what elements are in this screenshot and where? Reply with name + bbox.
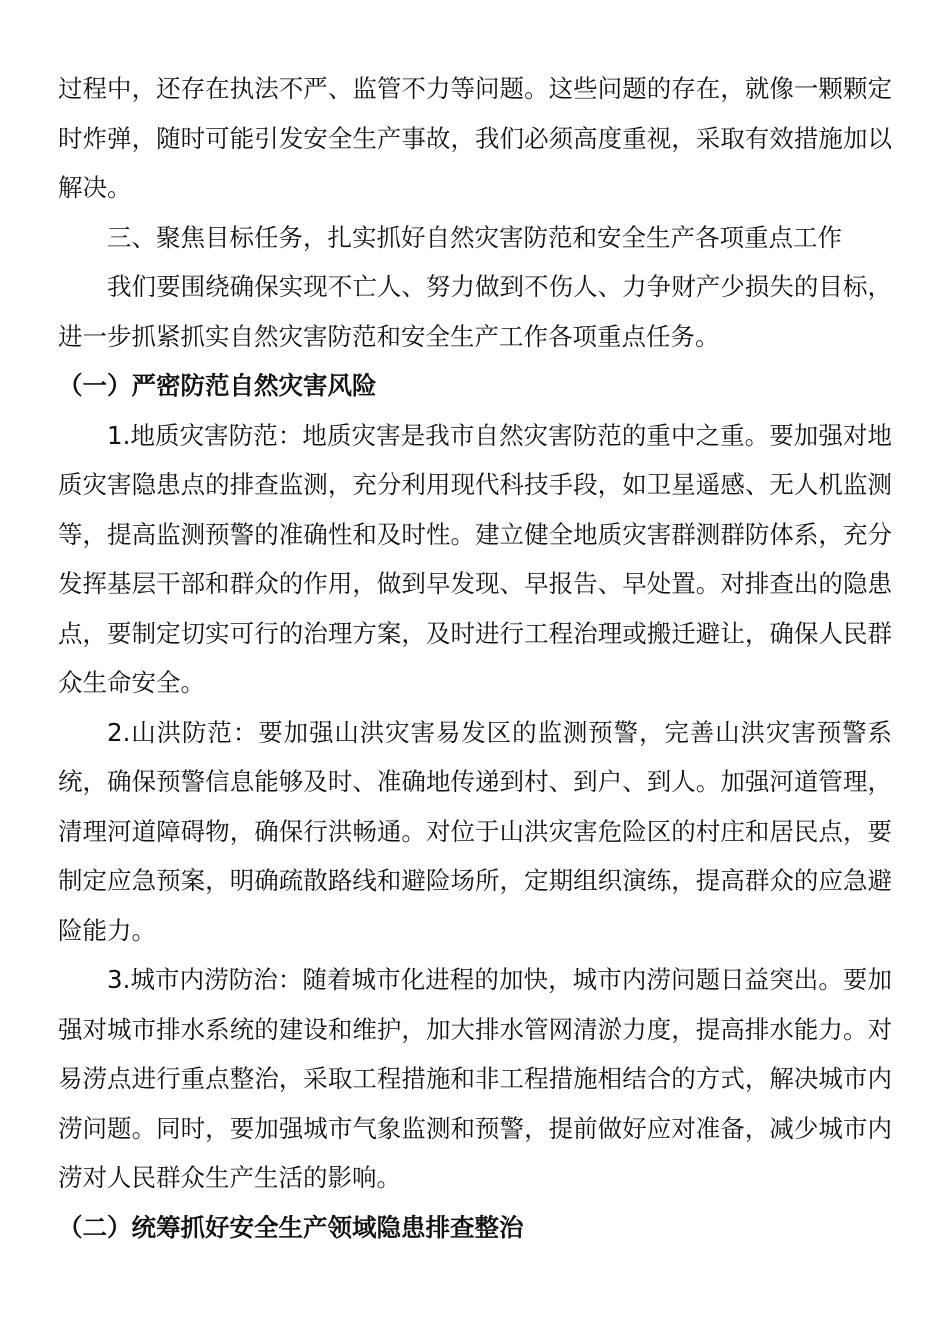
paragraph-continuation: 过程中，还存在执法不严、监管不力等问题。这些问题的存在，就像一颗颗定时炸弹，随时可能引发安全生产事故，我们必须高度重视，采取有效措施加以解决。 bbox=[58, 74, 892, 202]
paragraph-urban-waterlogging: 3.城市内涝防治：随着城市化进程的加快，城市内涝问题日益突出。要加强对城市排水系统的建设和维护，加大排水管网清淤力度，提高排水能力。对易涝点进行重点整治，采取工程措施和非工程措施相结合的方式，解决城市内涝问题。同时，要加强城市气象监测和预警，提前做好应对准备，减少城市内涝对人民群众生产生活的影响。 bbox=[58, 965, 892, 1192]
subheading-natural-disaster: （一）严密防范自然灾害风险 bbox=[58, 371, 377, 400]
subheading-production-safety: （二）统筹抓好安全生产领域隐患排查整治 bbox=[58, 1212, 524, 1242]
document-page bbox=[58, 64, 892, 1252]
paragraph-goal: 我们要围绕确保实现不亡人、努力做到不伤人、力争财产少损失的目标，进一步抓紧抓实自然灾害防范和安全生产工作各项重点任务。 bbox=[58, 272, 892, 351]
section-title: 三、聚焦目标任务，扎实抓好自然灾害防范和安全生产各项重点工作 bbox=[107, 222, 842, 252]
paragraph-flash-flood: 2.山洪防范：要加强山洪灾害易发区的监测预警，完善山洪灾害预警系统，确保预警信息能够及时、准确地传递到村、到户、到人。加强河道管理，清理河道障碍物，确保行洪畅通。对位于山洪灾害危险区的村庄和居民点，要制定应急预案，明确疏散路线和避险场所，定期组织演练，提高群众的应急避险能力。 bbox=[58, 717, 892, 945]
paragraph-geological-disaster: 1.地质灾害防范：地质灾害是我市自然灾害防范的重中之重。要加强对地质灾害隐患点的排查监测，充分利用现代科技手段，如卫星遥感、无人机监测等，提高监测预警的准确性和及时性。建立健全地质灾害群测群防体系，充分发挥基层干部和群众的作用，做到早发现、早报告、早处置。对排查出的隐患点，要制定切实可行的治理方案，及时进行工程治理或搬迁避让，确保人民群众生命安全。 bbox=[58, 420, 892, 697]
